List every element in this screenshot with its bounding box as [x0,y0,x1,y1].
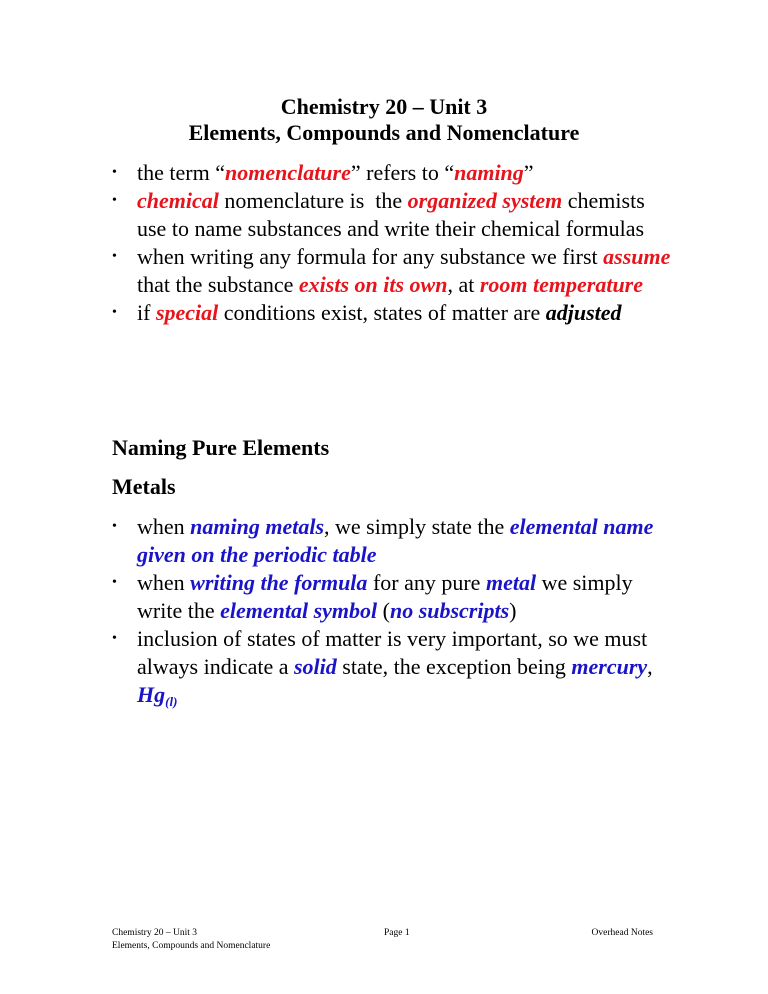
metals-bullet-list [112,513,672,716]
keyword: elemental symbol [220,598,378,623]
footer-page-number: Page 1 [384,928,410,938]
footer-course: Chemistry 20 – Unit 3 [112,928,197,938]
bullet-icon: • [112,305,117,320]
text: conditions exist, states of matter are [218,300,546,325]
keyword: mercury [571,654,648,679]
keyword: no subscripts [389,598,510,623]
section-heading: Naming Pure Elements [112,435,330,460]
keyword: metal [485,570,537,595]
text: we simply write the [137,570,633,623]
text: ” refers to “ [350,160,455,185]
chemical-symbol: Hg [137,682,166,707]
text: , [647,654,653,679]
state-subscript: (l) [165,694,178,709]
subsection-heading: Metals [112,474,176,499]
text: when [137,514,191,539]
footer-unit-title: Elements, Compounds and Nomenclature [112,941,271,951]
text: when writing any formula for any substance we first [137,244,604,269]
text: when [137,570,191,595]
text: inclusion of states of matter is very important, so we must always indicate a [137,626,648,679]
keyword: naming [454,160,524,185]
text: that the substance [137,272,299,297]
list-item [112,569,672,625]
list-item [112,243,672,299]
text: the term “ [137,160,225,185]
list-item [112,299,672,327]
keyword: elemental name given on the periodic table [137,514,654,567]
footer-right: Overhead Notes [591,928,653,938]
text: ” [523,160,534,185]
intro-bullet-list [112,159,672,327]
list-item [112,187,672,243]
list-item [112,159,672,187]
bullet-icon: • [112,165,117,180]
list-item [112,513,672,569]
keyword: naming metals [190,514,325,539]
keyword: nomenclature [224,160,351,185]
text: state, the exception being [336,654,572,679]
keyword: exists on its own [298,272,448,297]
text: if [137,300,156,325]
bullet-icon: • [112,575,117,590]
text: nomenclature is the [218,188,408,213]
bullet-icon: • [112,249,117,264]
text: ( [377,598,390,623]
footer-left [112,927,270,953]
text: ) [509,598,517,623]
keyword: organized system [407,188,563,213]
text: , at [447,272,480,297]
page-title: Chemistry 20 – Unit 3 [280,94,488,119]
keyword: assume [603,244,671,269]
keyword: chemical [137,188,219,213]
keyword: room temperature [479,272,644,297]
text: chemists use to name substances and write their chemical formulas [137,188,645,241]
keyword: special [155,300,219,325]
text: for any pure [367,570,486,595]
keyword: solid [294,654,337,679]
bullet-icon: • [112,519,117,534]
bullet-icon: • [112,193,117,208]
text: , we simply state the [324,514,510,539]
bullet-icon: • [112,631,117,646]
keyword: writing the formula [190,570,368,595]
list-item [112,625,672,716]
page-subtitle: Elements, Compounds and Nomenclature [188,120,580,145]
keyword: adjusted [545,300,622,325]
